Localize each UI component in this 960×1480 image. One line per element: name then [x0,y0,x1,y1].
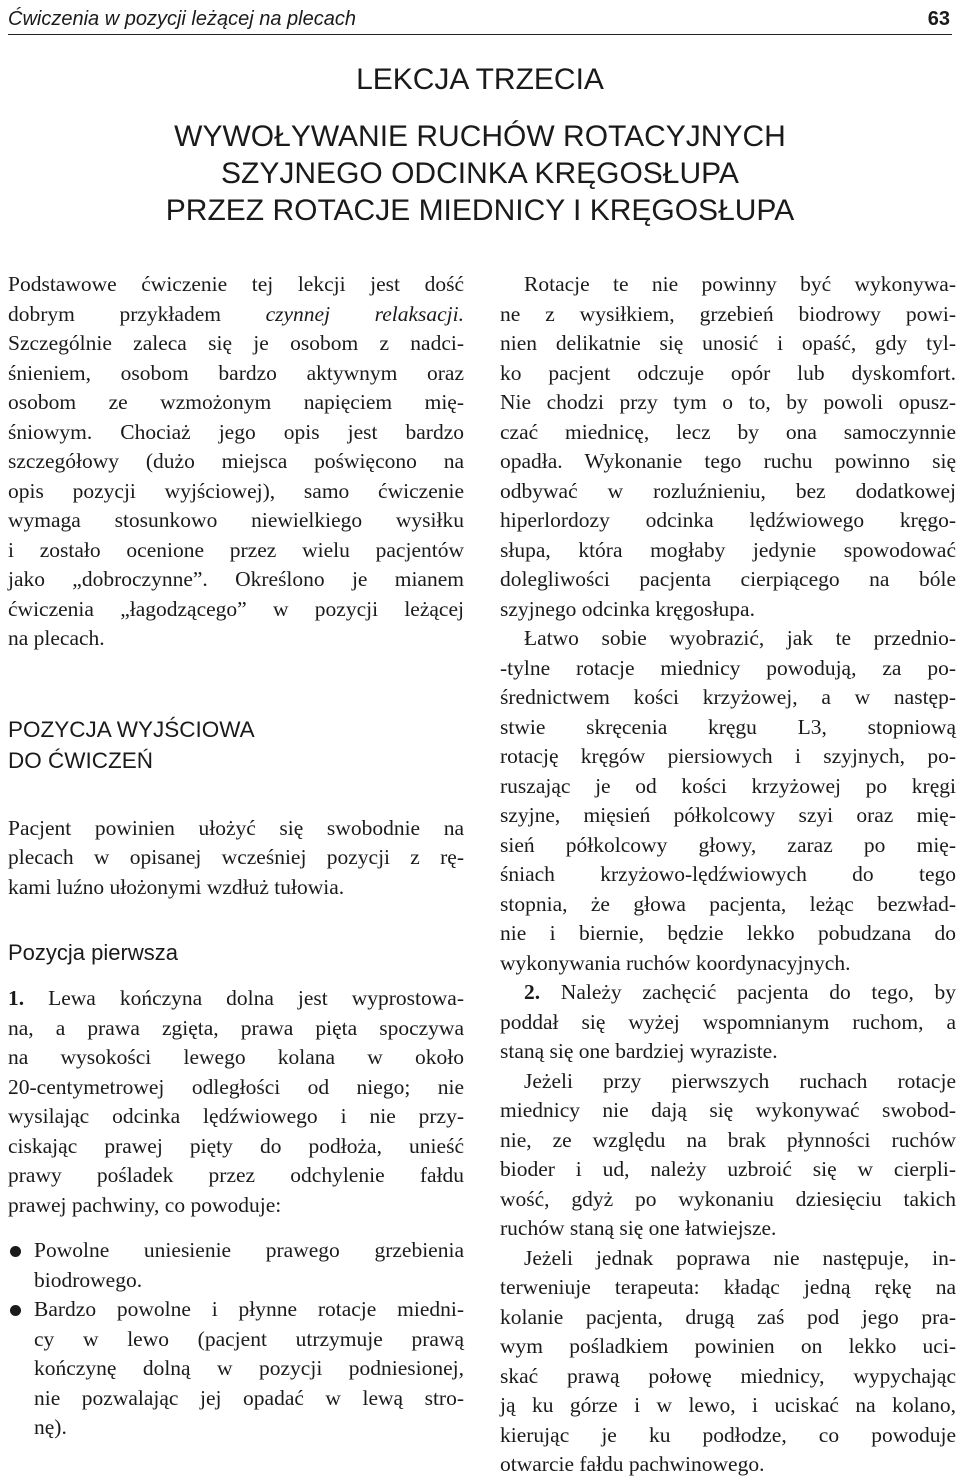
text-line: 20-centymetrowej odległości od niego; nie [8,1074,464,1099]
text-line: śniach krzyżowo-lędźwiowych do tego [500,862,956,886]
bullet-item [8,1236,464,1295]
text-line: cy w lewo (pacjent utrzymuje prawą [34,1326,464,1351]
text-line: prawy pośladek przez odchylenie fałdu [8,1163,464,1187]
text-line: plecach w opisanej wcześniej pozycji z rę- [8,845,464,869]
bullet-list [8,1236,464,1443]
text-line: na, a prawa zgięta, prawa pięta spoczywa [8,1015,464,1040]
text-line: ko pacjent odczuje opór lub dyskomfort. [500,360,956,385]
text-line: -tylne rotacje miednicy powodują, za po- [500,655,956,680]
text-span: Lewa kończyna dolna jest wyprostowa- [24,986,464,1010]
running-title: Ćwiczenia w pozycji leżącej na plecach [8,8,356,30]
text-line: nę). [34,1415,67,1439]
text-line: stopnia, że głowa pacjenta, leżąc bezwład- [500,891,956,916]
text-line: na plecach. [8,626,105,650]
text-line: Nie chodzi przy tym o to, by powoli opusz- [500,390,956,414]
text-line: prawej pachwiny, co powoduje: [8,1192,282,1217]
text-line: skać prawą połowę miednicy, wypychając [500,1363,956,1388]
text-line: szczegółowy (dużo miejsca poświęcono na [8,449,464,473]
item-number: 2. [524,980,541,1004]
section-heading-line: DO ĆWICZEŃ [8,747,153,773]
text-line: staną się one bardziej wyraziste. [500,1039,778,1063]
text-line: kierując je ku podłodze, co powoduje [500,1422,956,1447]
text-line: Rotacje te nie powinny być wykonywa- [524,272,956,296]
lesson-title: LEKCJA TRZECIA [356,63,604,96]
text-line: otwarcie fałdu pachwinowego. [500,1452,765,1476]
text-line [500,978,956,1008]
text-line: odbywać w rozluźnieniu, bez dodatkowej [500,478,956,503]
paragraph [500,624,956,978]
text-line: kolanie pacjenta, drugą zaś pod jego pra- [500,1304,956,1329]
section-heading [8,714,464,776]
text-span: Bardzo powolne i płynne rotacje miedni- [34,1297,464,1321]
right-column [500,270,956,1480]
subheading: Pozycja pierwsza [8,940,178,965]
text-line: wymaga stosunkowo niewielkiego wysiłku [8,508,464,532]
text-line: słupa, która mogłaby jedynie spowodować [500,537,956,562]
text-span: Należy zachęcić pacjenta do tego, by [540,980,956,1004]
text-line: Jeżeli jednak poprawa nie następuje, in- [524,1245,956,1270]
text-line: Jeżeli przy pierwszych ruchach rotacje [524,1068,956,1093]
text-line: kończynę dolną w pozycji podniesionej, [34,1356,464,1380]
text-line: i zostało ocenione przez wielu pacjentów [8,537,464,562]
chapter-title-line: SZYJNEGO ODCINKA KRĘGOSŁUPA [221,157,739,190]
section-heading-line: POZYCJA WYJŚCIOWA [8,716,255,742]
paragraph [500,1067,956,1244]
text-line: średnictwem kości krzyżowej, a w następ- [500,685,956,709]
text-line: kami luźno ułożonymi wzdłuż tułowia. [8,874,345,899]
text-line [8,984,464,1014]
item-1-paragraph [8,984,464,1220]
bullet-item [8,1295,464,1443]
text-line: Szczególnie zaleca się je osobom z nadci- [8,331,464,355]
item-number: 1. [8,986,25,1010]
text-span: dobrym przykładem [8,301,266,326]
text-line: rotację kręgów piersiowych i szyjnych, po- [500,744,956,768]
text-line: Podstawowe ćwiczenie tej lekcji jest dość [8,272,464,296]
chapter-title [0,118,960,229]
intro-paragraph [8,270,464,654]
text-line: nie, ze względu na brak płynności ruchów [500,1127,956,1152]
text-line: ćwiczenia „łagodzącego” w pozycji leżącej [8,596,464,621]
text-line: bioder i ud, należy uzbroić się w cierpli- [500,1157,956,1181]
text-line: szyjnego odcinka kręgosłupa. [500,596,755,621]
text-line [8,1236,464,1266]
text-line: wość, gdyż po wykonaniu dziesięciu takich [500,1186,956,1211]
text-line: ne z wysiłkiem, grzebień biodrowy powi- [500,301,956,326]
item-2-paragraph [500,978,956,1067]
text-line: nie i biernie, będzie lekko pobudzana do [500,921,956,945]
text-span: Powolne uniesienie prawego grzebienia [34,1238,464,1262]
text-line: dolegliwości pacjenta cierpiącego na bóle [500,567,956,591]
text-line: sień półkolcowy głowy, zaraz po mię- [500,832,956,857]
text-line: ciskając prawej pięty do podłoża, unieść [8,1133,464,1158]
text-line: czać miednicę, lecz by ona samoczynnie [500,419,956,444]
running-head [8,4,952,35]
bullet-icon [10,1246,21,1257]
paragraph [500,1244,956,1480]
paragraph [500,270,956,624]
text-line: wykonywania ruchów koordynacyjnych. [500,950,851,975]
text-line: miednicy nie dają się wykonywać swobod- [500,1098,956,1122]
text-line: opis pozycji wyjściowej), samo ćwiczenie [8,478,464,503]
bullet-icon [10,1305,21,1316]
text-line: wysilając odcinka lędźwiowego i nie przy- [8,1104,464,1128]
text-line: ją ku górze i w lewo, i uciskać na kolano, [500,1393,956,1417]
text-line: Łatwo sobie wyobrazić, jak te przednio- [524,626,956,650]
text-line [8,1295,464,1325]
text-line: nie pozwalając jej opadać w lewą stro- [34,1385,464,1410]
text-line: jako „dobroczynne”. Określono je mianem [8,567,464,591]
left-column [8,270,464,1443]
text-line: osobom ze wzmożonym napięciem mię- [8,390,464,414]
text-line: śniowym. Chociaż jego opis jest bardzo [8,419,464,444]
text-line: ruchów staną się one łatwiejsze. [500,1216,777,1240]
start-position-paragraph [8,814,464,903]
text-line: terweniuje terapeuta: kładąc jedną rękę na [500,1275,956,1299]
text-line: śnieniem, osobom bardzo aktywnym oraz [8,360,464,385]
text-line: opadła. Wykonanie tego ruchu powinno się [500,449,956,473]
text-line [8,300,464,330]
text-line: poddał się wyżej wspomnianym ruchom, a [500,1009,956,1034]
page-number: 63 [927,8,950,30]
text-line: nien delikatnie się unosić i opaść, gdy tyl- [500,331,956,355]
chapter-title-line: WYWOŁYWANIE RUCHÓW ROTACYJNYCH [174,120,786,153]
text-line: wym pośladkiem powinien on lekko uci- [500,1334,956,1358]
emphasis-text: czynnej relaksacji. [265,301,465,326]
text-line: szyjne, mięsień półkolcowy szyi oraz mię- [500,803,956,827]
text-line: na wysokości lewego kolana w około [8,1045,464,1069]
text-line: ruszając je od kości krzyżowej po kręgi [500,773,956,798]
text-line: stwie skręcenia kręgu L3, stopniową [500,714,956,739]
text-line: biodrowego. [34,1267,143,1292]
text-line: hiperlordozy odcinka lędźwiowego kręgo- [500,508,956,532]
chapter-title-line: PRZEZ ROTACJE MIEDNICY I KRĘGOSŁUPA [165,194,795,227]
text-line: Pacjent powinien ułożyć się swobodnie na [8,815,464,840]
